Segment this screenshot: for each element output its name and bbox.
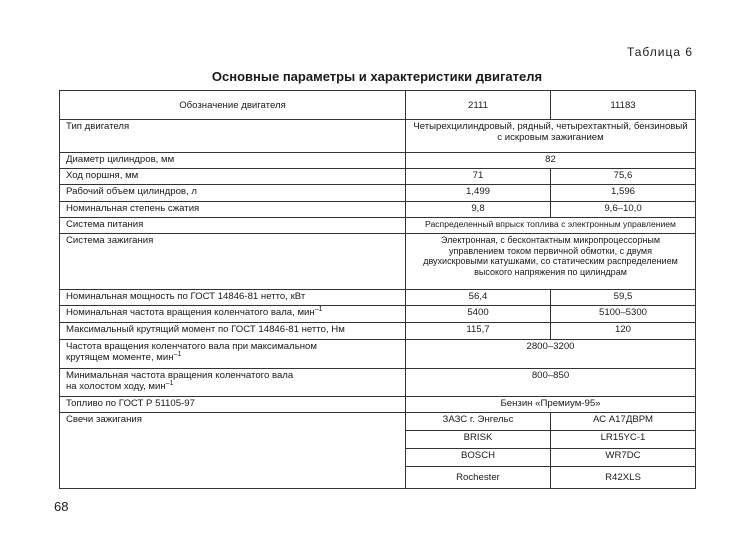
table-row [60,369,696,397]
table-row [60,169,696,185]
spark-plug-model: LR15YC-1 [551,431,696,449]
row-label: Номинальная степень сжатия [60,202,406,218]
spark-plug-maker: Rochester [406,467,551,489]
page-title: Основные параметры и характеристики двигателя [211,69,543,84]
row-label: Номинальная частота вращения коленчатого вала, мин$^{-1}$ [60,306,406,323]
row-value-a: 1,499 [406,185,551,202]
row-value-a: 5400 [406,306,551,323]
row-label: Свечи зажигания [60,413,406,489]
row-label: Ход поршня, мм [60,169,406,185]
row-label: Система зажигания [60,234,406,290]
table-row [60,306,696,323]
row-label: Номинальная мощность по ГОСТ 14846-81 нетто, кВт [60,290,406,306]
spark-plug-model: WR7DC [551,449,696,467]
table-header-row [60,91,696,120]
engine-spec-table [59,90,696,489]
row-value: 800–850 [406,369,696,397]
spark-plug-maker: BRISK [406,431,551,449]
row-label: Максимальный крутящий момент по ГОСТ 14846-81 нетто, Нм [60,323,406,340]
row-label: Диаметр цилиндров, мм [60,153,406,169]
row-label: Система питания [60,218,406,234]
row-value-b: 9,6–10,0 [551,202,696,218]
row-value: 2800–3200 [406,340,696,369]
row-value-a: 71 [406,169,551,185]
table-row [60,202,696,218]
row-value-a: 115,7 [406,323,551,340]
table-label: Таблица 6 [626,45,693,59]
table-row [60,323,696,340]
row-value-a: 56,4 [406,290,551,306]
header-param: Обозначение двигателя [60,91,406,120]
spark-plug-model: АС А17ДВРМ [551,413,696,431]
row-value: Распределенный впрыск топлива с электронным управлением [406,218,696,234]
table-row [60,218,696,234]
spark-plug-maker: BOSCH [406,449,551,467]
row-value: Электронная, с бесконтактным микропроцессорным управлением током первичной обмотки, с двумя двухискровыми катушками, со статическим распределением высокого напряжения по цилиндрам [406,234,696,290]
row-label: Рабочий объем цилиндров, л [60,185,406,202]
row-value-b: 1,596 [551,185,696,202]
row-value: 82 [406,153,696,169]
header-engine-b: 11183 [551,91,696,120]
row-label: Тип двигателя [60,120,406,153]
row-label: Топливо по ГОСТ Р 51105-97 [60,397,406,413]
row-value: Бензин «Премиум-95» [406,397,696,413]
row-label: Минимальная частота вращения коленчатого вала на холостом ходу, мин$^{-1}$ [60,369,406,397]
table-row [60,413,696,431]
row-value-b: 5100–5300 [551,306,696,323]
table-row [60,290,696,306]
table-row [60,340,696,369]
row-value-b: 75,6 [551,169,696,185]
row-value: Четырехцилиндровый, рядный, четырехтактный, бензиновый с искровым зажиганием [406,120,696,153]
table-row [60,120,696,153]
table-row [60,153,696,169]
row-value-b: 120 [551,323,696,340]
table-row [60,185,696,202]
spark-plug-model: R42XLS [551,467,696,489]
page-number: 68 [54,499,69,514]
row-value-b: 59,5 [551,290,696,306]
table-row [60,234,696,290]
spark-plug-maker: ЗАЗС г. Энгельс [406,413,551,431]
header-engine-a: 2111 [406,91,551,120]
table-row [60,397,696,413]
row-value-a: 9,8 [406,202,551,218]
row-label: Частота вращения коленчатого вала при максимальном крутящем моменте, мин$^{-1}$ [60,340,406,369]
